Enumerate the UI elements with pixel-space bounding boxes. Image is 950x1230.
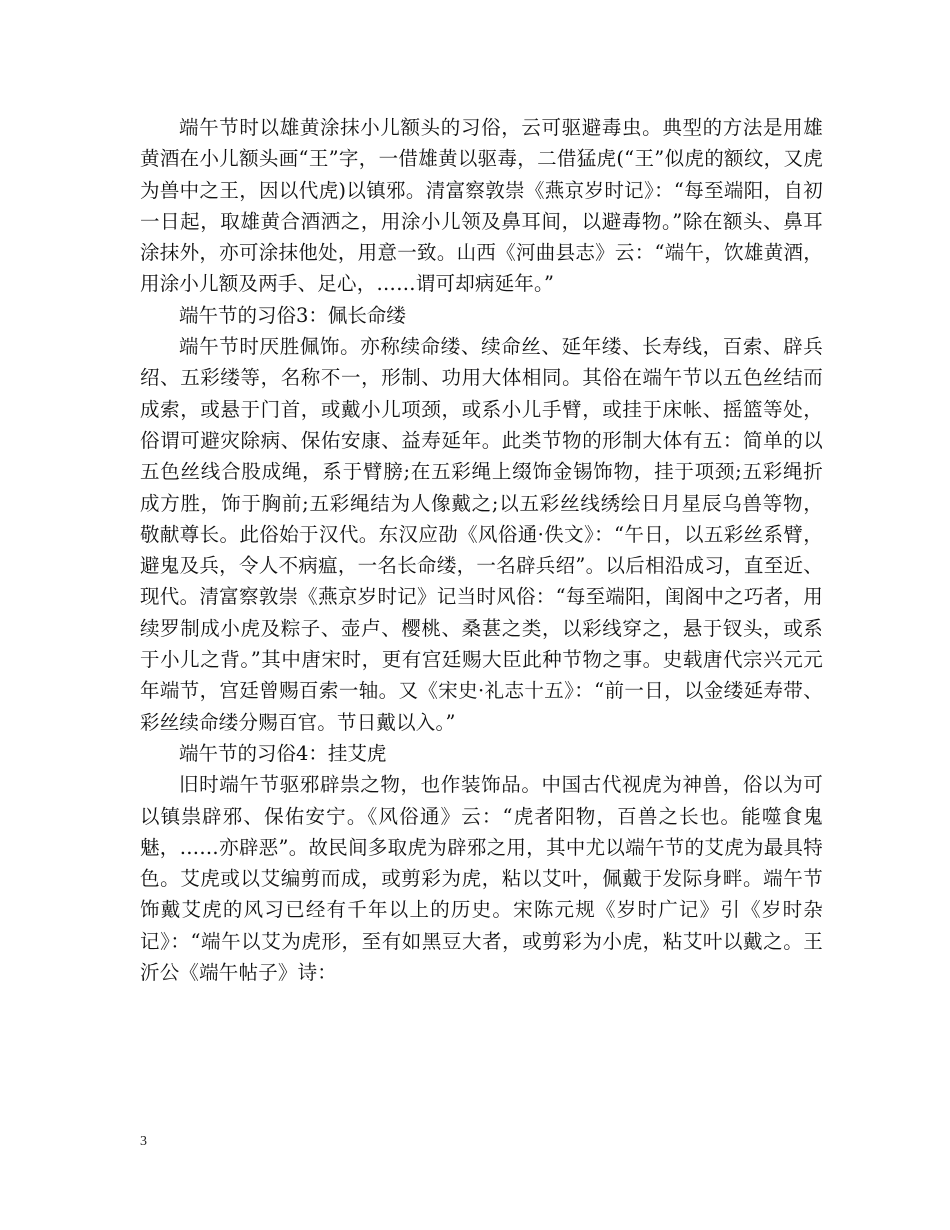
section-heading-custom-3: 端午节的习俗3：佩长命缕 [179,303,406,327]
paragraph-realgar-custom: 端午节时以雄黄涂抹小儿额头的习俗，云可驱避毒虫。典型的方法是用雄黄酒在小儿额头画“王”字，一借雄黄以驱毒，二借猛虎(“王”似虎的额纹，又虎为兽中之王，因以代虎)以镇邪。清富察敦崇《燕京岁时记》：“每至端阳，自初一日起，取雄黄合酒洒之，用涂小儿领及鼻耳间，以避毒物。”除在额头、鼻耳涂抹外，亦可涂抹他处，用意一致。山西《河曲县志》云：“端午，饮雄黄酒，用涂小儿额及两手、足心，……谓可却病延年。” [140,116,823,296]
paragraph-mugwort-tiger: 旧时端午节驱邪辟祟之物，也作装饰品。中国古代视虎为神兽，俗以为可以镇祟辟邪、保佑安宁。《风俗通》云：“虎者阳物，百兽之长也。能噬食鬼魅，……亦辟恶”。故民间多取虎为辟邪之用，其中尤以端午节的艾虎为最具特色。艾虎或以艾编剪而成，或剪彩为虎，粘以艾叶，佩戴于发际身畔。端午节饰戴艾虎的风习已经有千年以上的历史。宋陈元规《岁时广记》引《岁时杂记》：“端午以艾为虎形，至有如黑豆大者，或剪彩为小虎，粘艾叶以戴之。王沂公《端午帖子》诗： [140,773,823,985]
paragraph-longevity-thread: 端午节时厌胜佩饰。亦称续命缕、续命丝、延年缕、长寿线，百索、辟兵绍、五彩缕等，名称不一，形制、功用大体相同。其俗在端午节以五色丝结而成索，或悬于门首，或戴小儿项颈，或系小儿手臂，或挂于床帐、摇篮等处，俗谓可避灾除病、保佑安康、益寿延年。此类节物的形制大体有五：简单的以五色丝线合股成绳，系于臂膀;在五彩绳上缀饰金锡饰物，挂于项颈;五彩绳折成方胜，饰于胸前;五彩绳结为人像戴之;以五彩丝线绣绘日月星辰乌兽等物，敬献尊长。此俗始于汉代。东汉应劭《风俗通·佚文》：“午日，以五彩丝系臂，避鬼及兵，令人不病瘟，一名长命缕，一名辟兵绍”。以后相沿成习，直至近、现代。清富察敦崇《燕京岁时记》记当时风俗：“每至端阳，闺阁中之巧者，用续罗制成小虎及粽子、壶卢、樱桃、桑葚之类，以彩线穿之，悬于钗头，或系于小儿之背。”其中唐宋时，更有宫廷赐大臣此种节物之事。史载唐代宗兴元元年端节，宫廷曾赐百索一轴。又《宋史·礼志十五》：“前一日，以金缕延寿带、彩丝续命缕分赐百官。节日戴以入。” [140,335,823,734]
section-heading-custom-4: 端午节的习俗4：挂艾虎 [179,741,387,765]
page-number: 3 [140,1134,147,1149]
page-content [140,112,823,988]
